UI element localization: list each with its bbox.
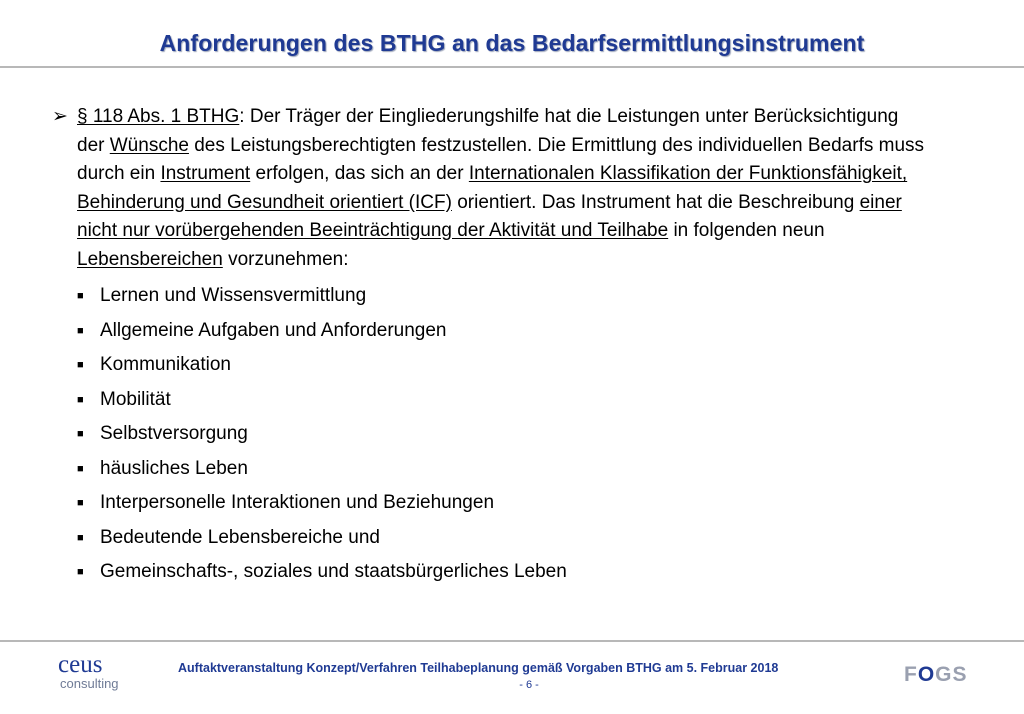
ceus-logo-name: ceus (58, 651, 103, 678)
paragraph-segment: des Leistungsberechtigten festzustellen. Die Ermittlung des individuellen Bedarfs muss durch ein (77, 134, 925, 184)
list-item-text: Gemeinschafts-, soziales und staatsbürgerliches Leben (100, 561, 567, 583)
paragraph-segment: : Der Träger der Eingliederungshilfe hat die Leistungen unter Berücksichtigung der (77, 106, 899, 156)
underlined-term: Wünsche (109, 134, 189, 156)
bottom-divider (0, 640, 1024, 642)
list-item-text: Kommunikation (100, 354, 231, 376)
square-bullet-icon: ■ (77, 428, 84, 441)
top-divider (0, 66, 1024, 68)
list-item (52, 486, 932, 521)
list-item (52, 279, 932, 314)
underlined-term: einer nicht nur vorübergehenden Beeinträchtigung der Aktivität und Teilhabe (77, 191, 902, 241)
list-item (52, 417, 932, 452)
fogs-logo-gs: GS (935, 663, 968, 686)
footer-text: Auftaktveranstaltung Konzept/Verfahren Teilhabeplanung gemäß Vorgaben BTHG am 5. Februar 2018 (178, 661, 779, 675)
list-item-text: Selbstversorgung (100, 423, 248, 445)
paragraph-segment: in folgenden neun (668, 220, 825, 241)
paragraph-text (77, 103, 927, 274)
paragraph-segment: vorzunehmen: (222, 248, 349, 270)
square-bullet-icon: ■ (77, 290, 84, 303)
underlined-term: § 118 Abs. 1 BTHG (77, 106, 240, 127)
page-number: - 6 - (519, 679, 539, 691)
main-paragraph (52, 103, 932, 274)
slide-content (52, 103, 932, 590)
list-item-text: häusliches Leben (100, 457, 248, 479)
fogs-logo-o: O (917, 663, 936, 686)
paragraph-segment: erfolgen, das sich an der (250, 163, 469, 184)
underlined-term: Internationalen Klassifikation der Funktionsfähigkeit, Behinderung und Gesundheit orientiert (ICF) (77, 163, 908, 213)
underlined-term: Instrument (160, 163, 251, 184)
underlined-term: Lebensbereichen (77, 248, 223, 270)
square-bullet-icon: ■ (77, 497, 84, 510)
square-bullet-icon: ■ (77, 531, 84, 544)
list-item (52, 521, 932, 556)
arrow-bullet-icon: ➢ (52, 106, 68, 127)
life-areas-list (52, 279, 932, 590)
list-item-text: Lernen und Wissensvermittlung (100, 285, 367, 307)
fogs-logo-f: F (904, 663, 918, 686)
list-item (52, 383, 932, 418)
square-bullet-icon: ■ (77, 393, 84, 406)
square-bullet-icon: ■ (77, 462, 84, 475)
ceus-logo-subtitle: consulting (60, 676, 119, 691)
list-item-text: Interpersonelle Interaktionen und Beziehungen (100, 492, 495, 514)
list-item (52, 555, 932, 590)
list-item (52, 348, 932, 383)
list-item (52, 452, 932, 487)
paragraph-segment: orientiert. Das Instrument hat die Beschreibung (451, 191, 860, 213)
slide-title: Anforderungen des BTHG an das Bedarfsermittlungsinstrument (159, 30, 865, 56)
square-bullet-icon: ■ (77, 359, 84, 372)
square-bullet-icon: ■ (77, 566, 84, 579)
list-item-text: Mobilität (100, 388, 171, 410)
fogs-logo (904, 663, 968, 687)
list-item-text: Bedeutende Lebensbereiche und (100, 526, 380, 548)
list-item (52, 314, 932, 349)
list-item-text: Allgemeine Aufgaben und Anforderungen (100, 319, 447, 341)
square-bullet-icon: ■ (77, 324, 84, 337)
